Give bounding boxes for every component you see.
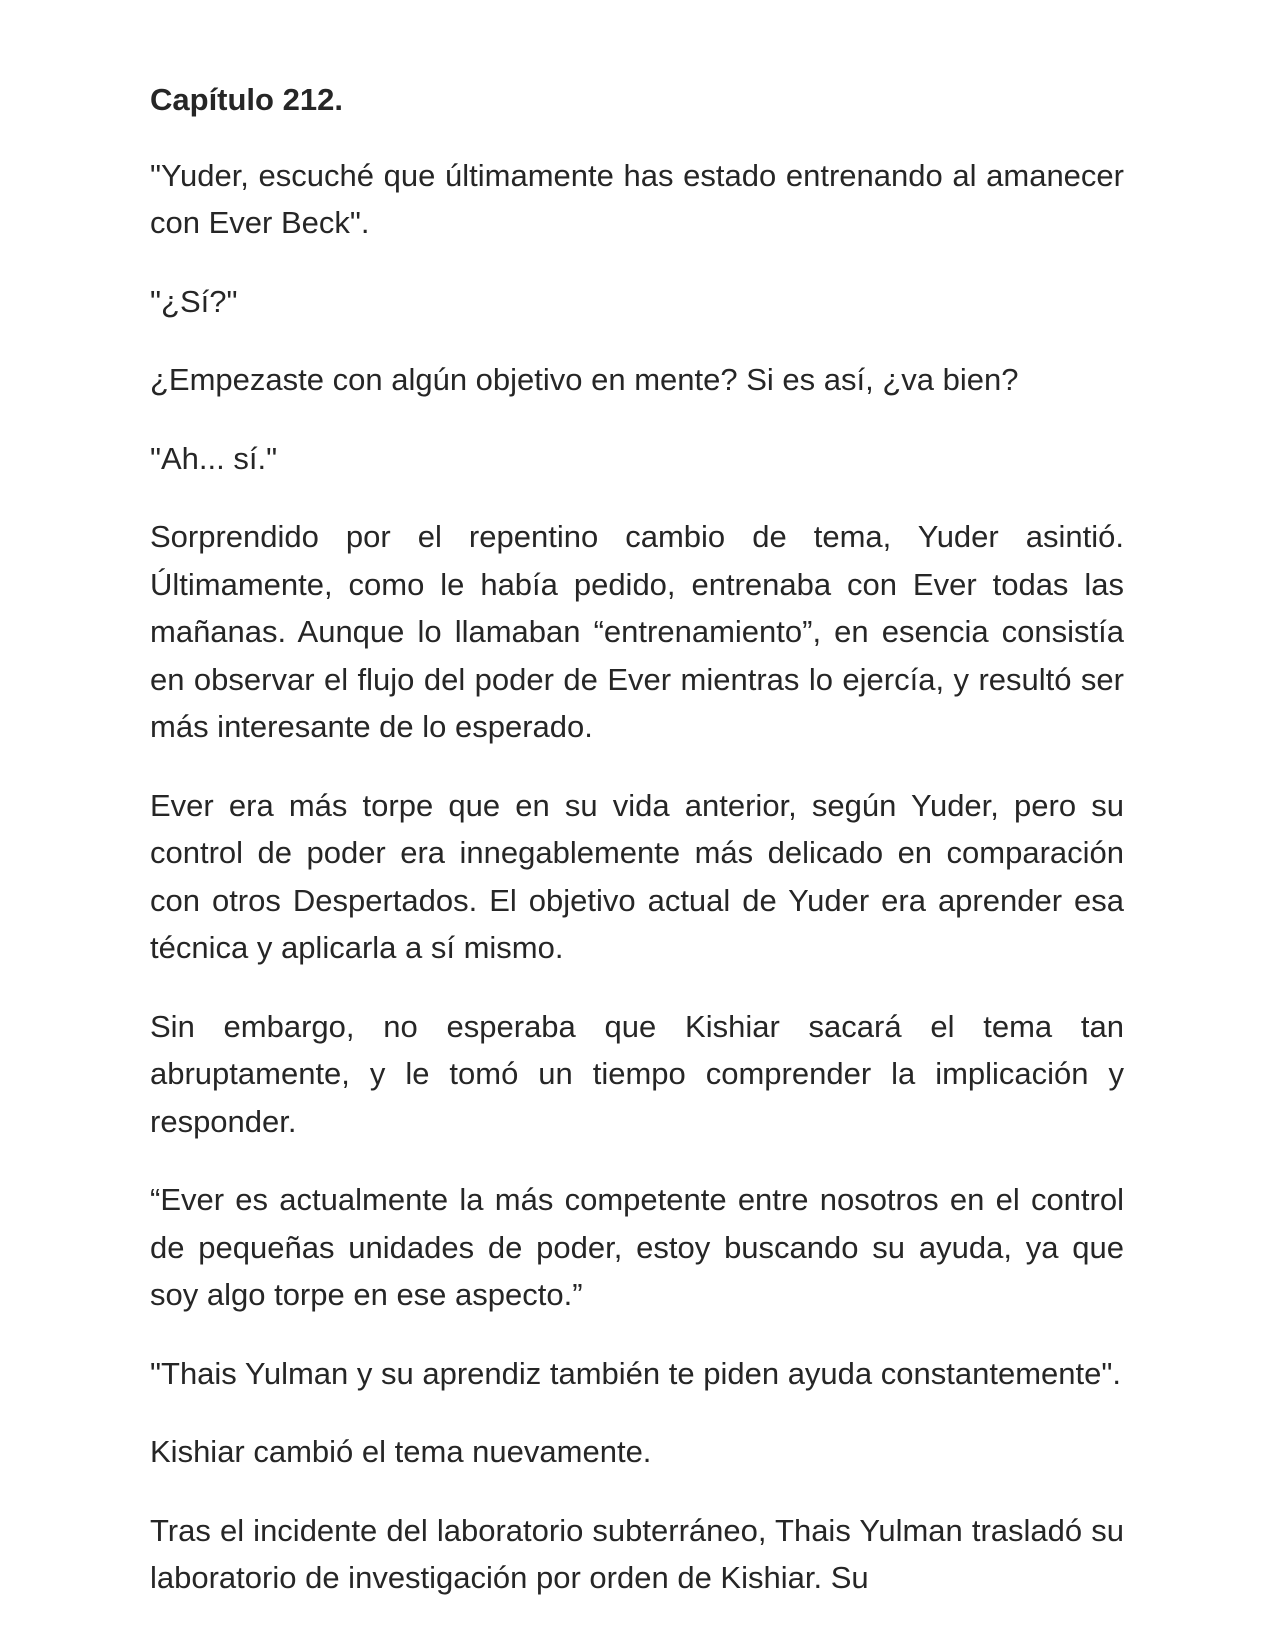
paragraph: "Thais Yulman y su aprendiz también te piden ayuda constantemente". [150,1355,1121,1391]
paragraph: "Ah... sí." [150,440,278,476]
paragraph: "¿Sí?" [150,283,238,319]
paragraph: Ever era más torpe que en su vida anterior, según Yuder, pero su control de poder era innegablemente más delicado en comparación con otros Despertados. El objetivo actual de Yuder era aprender esa técnica y aplicarla a sí mismo. [150,787,1124,965]
paragraph: Tras el incidente del laboratorio subterráneo, Thais Yulman trasladó su laboratorio de investigación por orden de Kishiar. Su [150,1512,1124,1595]
paragraph: Sin embargo, no esperaba que Kishiar sacará el tema tan abruptamente, y le tomó un tiempo comprender la implicación y responder. [150,1008,1124,1139]
paragraph: “Ever es actualmente la más competente entre nosotros en el control de pequeñas unidades de poder, estoy buscando su ayuda, ya que soy algo torpe en ese aspecto.” [150,1182,1124,1312]
paragraph: ¿Empezaste con algún objetivo en mente? Si es así, ¿va bien? [150,362,1019,397]
paragraph: Sorprendido por el repentino cambio de tema, Yuder asintió. Últimamente, como le había pedido, entrenaba con Ever todas las mañanas. Aunque lo llamaban “entrenamiento”, en esencia consistía en observar el flujo del poder de Ever mientras lo ejercía, y resultó ser más interesante de lo esperado. [150,519,1124,744]
document-page [150,76,1124,1633]
chapter-title: Capítulo 212. [150,82,343,117]
paragraph: "Yuder, escuché que últimamente has estado entrenando al amanecer con Ever Beck". [150,157,1124,240]
paragraph: Kishiar cambió el tema nuevamente. [150,1434,652,1469]
